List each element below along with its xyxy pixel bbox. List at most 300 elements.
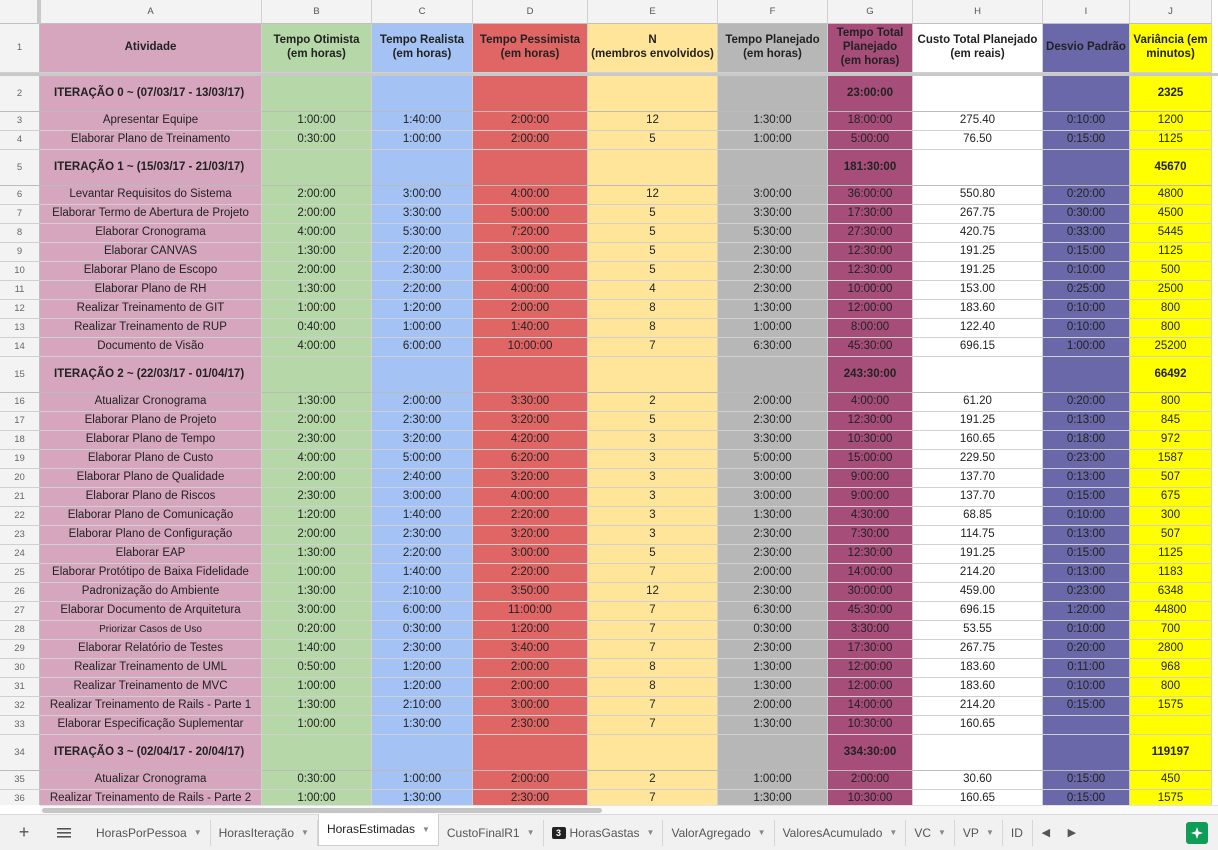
activity-cell-h[interactable]: 183.60 — [913, 678, 1043, 697]
tab-valoresacumulado[interactable] — [775, 820, 907, 846]
activity-cell-b[interactable]: 1:00:00 — [262, 716, 372, 735]
activity-cell-a[interactable]: Elaborar Plano de Configuração — [40, 526, 262, 545]
activity-cell-j[interactable]: 25200 — [1130, 338, 1212, 357]
activity-cell-a[interactable]: Elaborar Plano de Comunicação — [40, 507, 262, 526]
activity-cell-c[interactable]: 1:20:00 — [372, 678, 473, 697]
row-header[interactable]: 35 — [0, 771, 40, 790]
row-header[interactable]: 4 — [0, 131, 40, 150]
activity-cell-h[interactable]: 191.25 — [913, 412, 1043, 431]
activity-cell-e[interactable]: 5 — [588, 131, 718, 150]
activity-cell-e[interactable]: 7 — [588, 790, 718, 805]
activity-cell-h[interactable]: 153.00 — [913, 281, 1043, 300]
activity-cell-b[interactable]: 1:00:00 — [262, 678, 372, 697]
activity-cell-f[interactable]: 3:00:00 — [718, 186, 828, 205]
activity-cell-b[interactable]: 1:30:00 — [262, 243, 372, 262]
activity-cell-h[interactable]: 68.85 — [913, 507, 1043, 526]
activity-cell-f[interactable]: 3:30:00 — [718, 205, 828, 224]
activity-cell-i[interactable]: 0:15:00 — [1043, 697, 1130, 716]
caret-down-icon[interactable]: ▼ — [301, 828, 309, 837]
iteration-cell-b[interactable] — [262, 357, 372, 393]
activity-cell-e[interactable]: 12 — [588, 112, 718, 131]
activity-cell-e[interactable]: 3 — [588, 431, 718, 450]
activity-cell-f[interactable]: 1:00:00 — [718, 131, 828, 150]
activity-cell-j[interactable]: 2500 — [1130, 281, 1212, 300]
activity-cell-e[interactable]: 7 — [588, 697, 718, 716]
iteration-cell-i[interactable] — [1043, 735, 1130, 771]
activity-cell-j[interactable]: 6348 — [1130, 583, 1212, 602]
activity-cell-c[interactable]: 3:00:00 — [372, 488, 473, 507]
activity-cell-e[interactable]: 7 — [588, 621, 718, 640]
caret-down-icon[interactable]: ▼ — [757, 828, 766, 837]
activity-cell-e[interactable]: 12 — [588, 186, 718, 205]
activity-cell-c[interactable]: 1:00:00 — [372, 319, 473, 338]
header-cell-h[interactable]: Custo Total Planejado (em reais) — [913, 24, 1043, 73]
activity-cell-h[interactable]: 30.60 — [913, 771, 1043, 790]
caret-down-icon[interactable]: ▼ — [889, 828, 898, 837]
activity-cell-b[interactable]: 0:50:00 — [262, 659, 372, 678]
activity-cell-a[interactable]: Elaborar Cronograma — [40, 224, 262, 243]
iteration-cell-f[interactable] — [718, 735, 828, 771]
activity-cell-f[interactable]: 2:30:00 — [718, 262, 828, 281]
activity-cell-g[interactable]: 10:30:00 — [828, 431, 913, 450]
activity-cell-a[interactable]: Realizar Treinamento de MVC — [40, 678, 262, 697]
activity-cell-e[interactable]: 5 — [588, 243, 718, 262]
activity-cell-j[interactable]: 845 — [1130, 412, 1212, 431]
activity-cell-i[interactable]: 0:18:00 — [1043, 431, 1130, 450]
activity-cell-a[interactable]: Elaborar Plano de Tempo — [40, 431, 262, 450]
row-header[interactable]: 3 — [0, 112, 40, 131]
activity-cell-c[interactable]: 2:20:00 — [372, 243, 473, 262]
row-header[interactable]: 32 — [0, 697, 40, 716]
activity-cell-j[interactable]: 2800 — [1130, 640, 1212, 659]
activity-cell-c[interactable]: 2:30:00 — [372, 262, 473, 281]
activity-cell-g[interactable]: 9:00:00 — [828, 469, 913, 488]
activity-cell-h[interactable]: 267.75 — [913, 205, 1043, 224]
iteration-cell-c[interactable] — [372, 150, 473, 186]
activity-cell-g[interactable]: 12:30:00 — [828, 545, 913, 564]
iteration-cell-a[interactable]: ITERAÇÃO 0 ~ (07/03/17 - 13/03/17) — [40, 76, 262, 112]
activity-cell-i[interactable]: 0:15:00 — [1043, 545, 1130, 564]
row-header[interactable]: 33 — [0, 716, 40, 735]
activity-cell-g[interactable]: 5:00:00 — [828, 131, 913, 150]
activity-cell-i[interactable]: 0:15:00 — [1043, 771, 1130, 790]
activity-cell-c[interactable]: 2:30:00 — [372, 640, 473, 659]
activity-cell-d[interactable]: 4:00:00 — [473, 281, 588, 300]
iteration-cell-d[interactable] — [473, 357, 588, 393]
header-cell-c[interactable]: Tempo Realista (em horas) — [372, 24, 473, 73]
activity-cell-e[interactable]: 7 — [588, 338, 718, 357]
caret-down-icon[interactable]: ▼ — [985, 828, 994, 837]
row-header[interactable]: 22 — [0, 507, 40, 526]
tab-horasitera-o[interactable] — [211, 820, 318, 846]
activity-cell-i[interactable]: 0:13:00 — [1043, 526, 1130, 545]
activity-cell-d[interactable]: 3:00:00 — [473, 545, 588, 564]
activity-cell-d[interactable]: 2:00:00 — [473, 300, 588, 319]
iteration-cell-a[interactable]: ITERAÇÃO 1 ~ (15/03/17 - 21/03/17) — [40, 150, 262, 186]
header-cell-a[interactable]: Atividade — [40, 24, 262, 73]
iteration-cell-h[interactable] — [913, 76, 1043, 112]
activity-cell-i[interactable]: 0:10:00 — [1043, 507, 1130, 526]
activity-cell-i[interactable]: 0:10:00 — [1043, 621, 1130, 640]
activity-cell-f[interactable]: 1:30:00 — [718, 300, 828, 319]
activity-cell-c[interactable]: 2:20:00 — [372, 281, 473, 300]
activity-cell-d[interactable]: 3:00:00 — [473, 697, 588, 716]
activity-cell-c[interactable]: 1:40:00 — [372, 507, 473, 526]
column-header-c[interactable]: C — [372, 0, 473, 24]
activity-cell-i[interactable]: 0:10:00 — [1043, 112, 1130, 131]
activity-cell-e[interactable]: 2 — [588, 771, 718, 790]
activity-cell-b[interactable]: 2:30:00 — [262, 488, 372, 507]
activity-cell-b[interactable]: 3:00:00 — [262, 602, 372, 621]
iteration-cell-e[interactable] — [588, 735, 718, 771]
activity-cell-g[interactable]: 14:00:00 — [828, 564, 913, 583]
activity-cell-f[interactable]: 1:30:00 — [718, 678, 828, 697]
activity-cell-f[interactable]: 2:30:00 — [718, 281, 828, 300]
row-header[interactable]: 13 — [0, 319, 40, 338]
activity-cell-j[interactable]: 1200 — [1130, 112, 1212, 131]
activity-cell-i[interactable]: 0:15:00 — [1043, 790, 1130, 805]
activity-cell-d[interactable]: 3:20:00 — [473, 526, 588, 545]
activity-cell-b[interactable]: 2:00:00 — [262, 526, 372, 545]
activity-cell-f[interactable]: 2:30:00 — [718, 640, 828, 659]
column-header-e[interactable]: E — [588, 0, 718, 24]
activity-cell-h[interactable]: 137.70 — [913, 488, 1043, 507]
scroll-tabs-right-button[interactable] — [1059, 820, 1085, 846]
activity-cell-b[interactable]: 1:20:00 — [262, 507, 372, 526]
activity-cell-a[interactable]: Elaborar Plano de RH — [40, 281, 262, 300]
activity-cell-b[interactable]: 1:00:00 — [262, 112, 372, 131]
activity-cell-h[interactable]: 122.40 — [913, 319, 1043, 338]
activity-cell-e[interactable]: 4 — [588, 281, 718, 300]
row-header[interactable]: 14 — [0, 338, 40, 357]
activity-cell-h[interactable]: 53.55 — [913, 621, 1043, 640]
activity-cell-b[interactable]: 0:20:00 — [262, 621, 372, 640]
tab-custofinalr1[interactable] — [439, 820, 544, 846]
activity-cell-e[interactable]: 12 — [588, 583, 718, 602]
activity-cell-g[interactable]: 36:00:00 — [828, 186, 913, 205]
activity-cell-g[interactable]: 30:00:00 — [828, 583, 913, 602]
explore-button[interactable] — [1186, 822, 1208, 844]
activity-cell-c[interactable]: 2:30:00 — [372, 526, 473, 545]
iteration-cell-f[interactable] — [718, 357, 828, 393]
tab-vc[interactable] — [906, 820, 955, 846]
select-all-corner[interactable] — [0, 0, 40, 24]
activity-cell-a[interactable]: Priorizar Casos de Uso — [40, 621, 262, 640]
activity-cell-a[interactable]: Documento de Visão — [40, 338, 262, 357]
activity-cell-f[interactable]: 1:00:00 — [718, 319, 828, 338]
activity-cell-c[interactable]: 1:40:00 — [372, 112, 473, 131]
activity-cell-j[interactable]: 300 — [1130, 507, 1212, 526]
activity-cell-e[interactable]: 5 — [588, 262, 718, 281]
activity-cell-d[interactable]: 2:00:00 — [473, 131, 588, 150]
caret-down-icon[interactable]: ▼ — [938, 828, 946, 837]
activity-cell-h[interactable]: 137.70 — [913, 469, 1043, 488]
activity-cell-g[interactable]: 12:00:00 — [828, 659, 913, 678]
activity-cell-g[interactable]: 45:30:00 — [828, 602, 913, 621]
activity-cell-j[interactable]: 1575 — [1130, 790, 1212, 805]
activity-cell-f[interactable]: 1:30:00 — [718, 507, 828, 526]
activity-cell-g[interactable]: 10:30:00 — [828, 790, 913, 805]
activity-cell-e[interactable]: 3 — [588, 450, 718, 469]
activity-cell-g[interactable]: 14:00:00 — [828, 697, 913, 716]
activity-cell-d[interactable]: 3:00:00 — [473, 243, 588, 262]
activity-cell-b[interactable]: 2:00:00 — [262, 262, 372, 281]
activity-cell-j[interactable]: 1575 — [1130, 697, 1212, 716]
activity-cell-j[interactable]: 1587 — [1130, 450, 1212, 469]
activity-cell-h[interactable]: 61.20 — [913, 393, 1043, 412]
freeze-bar[interactable] — [37, 0, 41, 24]
column-header-d[interactable]: D — [473, 0, 588, 24]
activity-cell-j[interactable]: 507 — [1130, 526, 1212, 545]
activity-cell-b[interactable]: 1:30:00 — [262, 583, 372, 602]
iteration-cell-f[interactable] — [718, 150, 828, 186]
iteration-cell-i[interactable] — [1043, 150, 1130, 186]
iteration-cell-f[interactable] — [718, 76, 828, 112]
activity-cell-d[interactable]: 1:20:00 — [473, 621, 588, 640]
row-header[interactable]: 36 — [0, 790, 40, 805]
activity-cell-g[interactable]: 12:30:00 — [828, 243, 913, 262]
row-header[interactable]: 28 — [0, 621, 40, 640]
row-header[interactable]: 6 — [0, 186, 40, 205]
activity-cell-g[interactable]: 10:30:00 — [828, 716, 913, 735]
activity-cell-g[interactable]: 17:30:00 — [828, 640, 913, 659]
column-header-f[interactable]: F — [718, 0, 828, 24]
activity-cell-h[interactable]: 160.65 — [913, 790, 1043, 805]
activity-cell-b[interactable]: 1:40:00 — [262, 640, 372, 659]
activity-cell-h[interactable]: 275.40 — [913, 112, 1043, 131]
activity-cell-g[interactable]: 10:00:00 — [828, 281, 913, 300]
iteration-cell-d[interactable] — [473, 76, 588, 112]
activity-cell-b[interactable]: 1:30:00 — [262, 697, 372, 716]
activity-cell-i[interactable]: 0:20:00 — [1043, 186, 1130, 205]
activity-cell-d[interactable]: 1:40:00 — [473, 319, 588, 338]
header-cell-b[interactable]: Tempo Otimista (em horas) — [262, 24, 372, 73]
activity-cell-f[interactable]: 5:00:00 — [718, 450, 828, 469]
activity-cell-h[interactable]: 214.20 — [913, 564, 1043, 583]
tab-id[interactable] — [1003, 820, 1033, 846]
activity-cell-d[interactable]: 5:00:00 — [473, 205, 588, 224]
activity-cell-g[interactable]: 8:00:00 — [828, 319, 913, 338]
activity-cell-g[interactable]: 45:30:00 — [828, 338, 913, 357]
activity-cell-b[interactable]: 1:00:00 — [262, 564, 372, 583]
iteration-cell-g[interactable]: 243:30:00 — [828, 357, 913, 393]
activity-cell-e[interactable]: 3 — [588, 469, 718, 488]
activity-cell-j[interactable]: 1125 — [1130, 545, 1212, 564]
activity-cell-i[interactable]: 1:00:00 — [1043, 338, 1130, 357]
activity-cell-j[interactable]: 700 — [1130, 621, 1212, 640]
activity-cell-j[interactable]: 450 — [1130, 771, 1212, 790]
activity-cell-j[interactable]: 4500 — [1130, 205, 1212, 224]
header-cell-g[interactable]: Tempo Total Planejado (em horas) — [828, 24, 913, 73]
activity-cell-a[interactable]: Apresentar Equipe — [40, 112, 262, 131]
column-header-i[interactable]: I — [1043, 0, 1130, 24]
activity-cell-a[interactable]: Elaborar Documento de Arquitetura — [40, 602, 262, 621]
activity-cell-d[interactable]: 2:00:00 — [473, 659, 588, 678]
activity-cell-b[interactable]: 2:00:00 — [262, 469, 372, 488]
activity-cell-g[interactable]: 17:30:00 — [828, 205, 913, 224]
column-header-j[interactable]: J — [1130, 0, 1212, 24]
activity-cell-g[interactable]: 12:30:00 — [828, 262, 913, 281]
activity-cell-j[interactable]: 5445 — [1130, 224, 1212, 243]
activity-cell-h[interactable]: 267.75 — [913, 640, 1043, 659]
activity-cell-a[interactable]: Padronização do Ambiente — [40, 583, 262, 602]
activity-cell-f[interactable]: 2:30:00 — [718, 583, 828, 602]
activity-cell-h[interactable]: 114.75 — [913, 526, 1043, 545]
row-header[interactable]: 29 — [0, 640, 40, 659]
row-header[interactable]: 34 — [0, 735, 40, 771]
activity-cell-f[interactable]: 1:30:00 — [718, 659, 828, 678]
activity-cell-c[interactable]: 1:40:00 — [372, 564, 473, 583]
activity-cell-g[interactable]: 18:00:00 — [828, 112, 913, 131]
activity-cell-a[interactable]: Elaborar Especificação Suplementar — [40, 716, 262, 735]
row-header[interactable]: 5 — [0, 150, 40, 186]
activity-cell-h[interactable]: 160.65 — [913, 716, 1043, 735]
activity-cell-j[interactable]: 507 — [1130, 469, 1212, 488]
activity-cell-g[interactable]: 15:00:00 — [828, 450, 913, 469]
activity-cell-d[interactable]: 2:30:00 — [473, 790, 588, 805]
activity-cell-e[interactable]: 7 — [588, 602, 718, 621]
activity-cell-e[interactable]: 8 — [588, 678, 718, 697]
iteration-cell-j[interactable]: 45670 — [1130, 150, 1212, 186]
activity-cell-g[interactable]: 4:00:00 — [828, 393, 913, 412]
activity-cell-a[interactable]: Realizar Treinamento de RUP — [40, 319, 262, 338]
row-header[interactable]: 16 — [0, 393, 40, 412]
activity-cell-f[interactable]: 1:00:00 — [718, 771, 828, 790]
activity-cell-a[interactable]: Realizar Treinamento de UML — [40, 659, 262, 678]
activity-cell-b[interactable]: 1:30:00 — [262, 393, 372, 412]
activity-cell-h[interactable]: 459.00 — [913, 583, 1043, 602]
row-header[interactable]: 9 — [0, 243, 40, 262]
activity-cell-f[interactable]: 3:30:00 — [718, 431, 828, 450]
activity-cell-a[interactable]: Elaborar Termo de Abertura de Projeto — [40, 205, 262, 224]
iteration-cell-h[interactable] — [913, 735, 1043, 771]
row-header[interactable]: 18 — [0, 431, 40, 450]
activity-cell-d[interactable]: 3:20:00 — [473, 412, 588, 431]
horizontal-scrollbar[interactable] — [40, 805, 1218, 814]
activity-cell-c[interactable]: 2:10:00 — [372, 697, 473, 716]
activity-cell-i[interactable]: 0:20:00 — [1043, 393, 1130, 412]
activity-cell-i[interactable]: 1:20:00 — [1043, 602, 1130, 621]
row-header[interactable]: 12 — [0, 300, 40, 319]
activity-cell-d[interactable]: 3:00:00 — [473, 262, 588, 281]
iteration-cell-e[interactable] — [588, 76, 718, 112]
iteration-cell-a[interactable]: ITERAÇÃO 3 ~ (02/04/17 - 20/04/17) — [40, 735, 262, 771]
iteration-cell-c[interactable] — [372, 735, 473, 771]
activity-cell-a[interactable]: Elaborar Plano de Riscos — [40, 488, 262, 507]
iteration-cell-c[interactable] — [372, 357, 473, 393]
activity-cell-j[interactable]: 1125 — [1130, 243, 1212, 262]
activity-cell-b[interactable]: 2:00:00 — [262, 186, 372, 205]
activity-cell-h[interactable]: 191.25 — [913, 243, 1043, 262]
row-header[interactable]: 21 — [0, 488, 40, 507]
activity-cell-d[interactable]: 3:30:00 — [473, 393, 588, 412]
activity-cell-h[interactable]: 420.75 — [913, 224, 1043, 243]
activity-cell-c[interactable]: 0:30:00 — [372, 621, 473, 640]
activity-cell-h[interactable]: 183.60 — [913, 659, 1043, 678]
activity-cell-f[interactable]: 3:00:00 — [718, 488, 828, 507]
row-header[interactable]: 30 — [0, 659, 40, 678]
activity-cell-i[interactable]: 0:20:00 — [1043, 640, 1130, 659]
activity-cell-b[interactable]: 4:00:00 — [262, 338, 372, 357]
activity-cell-e[interactable]: 8 — [588, 300, 718, 319]
activity-cell-b[interactable]: 2:00:00 — [262, 412, 372, 431]
activity-cell-j[interactable]: 1125 — [1130, 131, 1212, 150]
caret-down-icon[interactable]: ▼ — [193, 828, 202, 837]
activity-cell-i[interactable]: 0:10:00 — [1043, 300, 1130, 319]
activity-cell-f[interactable]: 1:30:00 — [718, 790, 828, 805]
tab-horasestimadas[interactable] — [318, 814, 439, 846]
activity-cell-g[interactable]: 4:30:00 — [828, 507, 913, 526]
activity-cell-c[interactable]: 2:20:00 — [372, 545, 473, 564]
tab-valoragregado[interactable] — [663, 820, 774, 846]
header-cell-i[interactable]: Desvio Padrão — [1043, 24, 1130, 73]
iteration-cell-e[interactable] — [588, 357, 718, 393]
activity-cell-b[interactable]: 1:30:00 — [262, 281, 372, 300]
row-header[interactable]: 27 — [0, 602, 40, 621]
activity-cell-a[interactable]: Elaborar CANVAS — [40, 243, 262, 262]
activity-cell-g[interactable]: 12:00:00 — [828, 678, 913, 697]
activity-cell-i[interactable]: 0:15:00 — [1043, 131, 1130, 150]
row-header[interactable]: 10 — [0, 262, 40, 281]
activity-cell-a[interactable]: Elaborar Plano de Escopo — [40, 262, 262, 281]
tab-horasporpessoa[interactable] — [88, 820, 211, 846]
row-header[interactable]: 25 — [0, 564, 40, 583]
all-sheets-button[interactable] — [40, 827, 88, 839]
activity-cell-b[interactable]: 4:00:00 — [262, 450, 372, 469]
activity-cell-d[interactable]: 2:30:00 — [473, 716, 588, 735]
activity-cell-f[interactable]: 2:30:00 — [718, 526, 828, 545]
activity-cell-c[interactable]: 5:30:00 — [372, 224, 473, 243]
activity-cell-j[interactable]: 675 — [1130, 488, 1212, 507]
iteration-cell-j[interactable]: 66492 — [1130, 357, 1212, 393]
activity-cell-i[interactable]: 0:23:00 — [1043, 450, 1130, 469]
activity-cell-f[interactable]: 5:30:00 — [718, 224, 828, 243]
activity-cell-i[interactable]: 0:15:00 — [1043, 488, 1130, 507]
activity-cell-e[interactable]: 3 — [588, 507, 718, 526]
iteration-cell-b[interactable] — [262, 735, 372, 771]
activity-cell-a[interactable]: Realizar Treinamento de Rails - Parte 2 — [40, 790, 262, 805]
activity-cell-h[interactable]: 550.80 — [913, 186, 1043, 205]
activity-cell-d[interactable]: 6:20:00 — [473, 450, 588, 469]
activity-cell-d[interactable]: 2:00:00 — [473, 771, 588, 790]
iteration-cell-g[interactable]: 181:30:00 — [828, 150, 913, 186]
activity-cell-j[interactable]: 972 — [1130, 431, 1212, 450]
activity-cell-c[interactable]: 1:20:00 — [372, 659, 473, 678]
activity-cell-a[interactable]: Atualizar Cronograma — [40, 393, 262, 412]
activity-cell-g[interactable]: 27:30:00 — [828, 224, 913, 243]
column-header-g[interactable]: G — [828, 0, 913, 24]
row-header[interactable]: 1 — [0, 24, 40, 73]
iteration-cell-a[interactable]: ITERAÇÃO 2 ~ (22/03/17 - 01/04/17) — [40, 357, 262, 393]
activity-cell-h[interactable]: 191.25 — [913, 545, 1043, 564]
scroll-tabs-left-button[interactable] — [1033, 820, 1059, 846]
activity-cell-e[interactable]: 2 — [588, 393, 718, 412]
header-cell-d[interactable]: Tempo Pessimista (em horas) — [473, 24, 588, 73]
activity-cell-c[interactable]: 2:30:00 — [372, 412, 473, 431]
tab-vp[interactable] — [955, 820, 1003, 846]
activity-cell-j[interactable]: 800 — [1130, 678, 1212, 697]
activity-cell-b[interactable]: 4:00:00 — [262, 224, 372, 243]
column-header-h[interactable]: H — [913, 0, 1043, 24]
column-header-a[interactable]: A — [40, 0, 262, 24]
activity-cell-a[interactable]: Elaborar Plano de Projeto — [40, 412, 262, 431]
header-cell-f[interactable]: Tempo Planejado (em horas) — [718, 24, 828, 73]
row-header[interactable]: 24 — [0, 545, 40, 564]
activity-cell-d[interactable]: 11:00:00 — [473, 602, 588, 621]
header-cell-j[interactable]: Variância (em minutos) — [1130, 24, 1212, 73]
activity-cell-i[interactable]: 0:23:00 — [1043, 583, 1130, 602]
activity-cell-c[interactable]: 3:30:00 — [372, 205, 473, 224]
